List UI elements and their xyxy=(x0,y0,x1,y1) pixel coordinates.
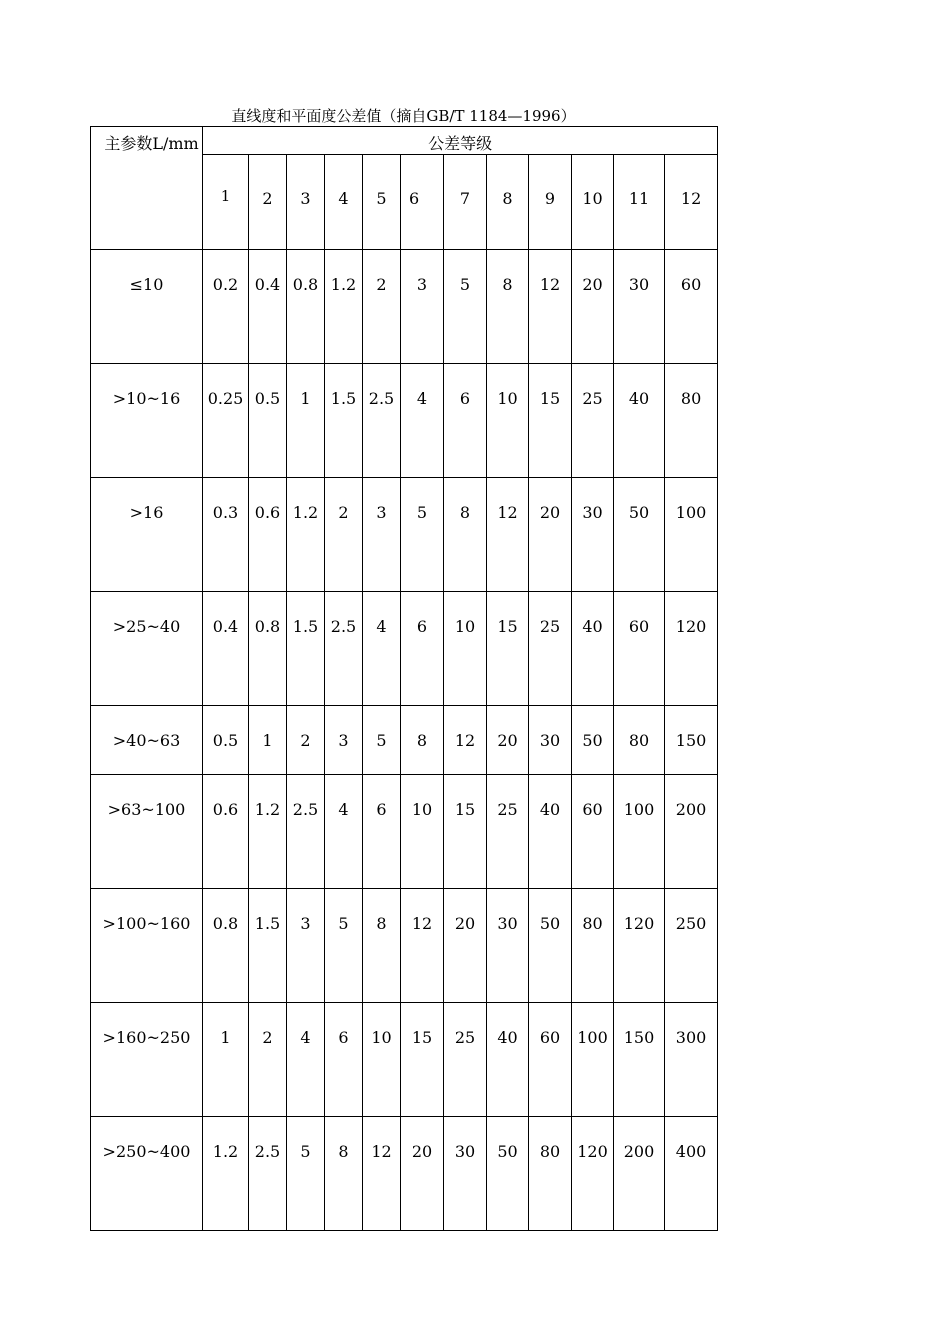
header-row xyxy=(91,127,718,155)
tolerance-value: 80 xyxy=(665,364,718,478)
tolerance-value: 6 xyxy=(444,364,487,478)
tolerance-value: 80 xyxy=(614,706,665,775)
tolerance-value: 15 xyxy=(487,592,529,706)
tolerance-value: 3 xyxy=(325,706,363,775)
tolerance-value: 0.8 xyxy=(287,250,325,364)
tolerance-value: 1 xyxy=(249,706,287,775)
tolerance-table xyxy=(90,126,718,1231)
tolerance-value: 20 xyxy=(487,706,529,775)
tolerance-value: 0.5 xyxy=(249,364,287,478)
tolerance-value: 1.2 xyxy=(203,1117,249,1231)
tolerance-value: 200 xyxy=(665,775,718,889)
tolerance-value: 200 xyxy=(614,1117,665,1231)
tolerance-value: 50 xyxy=(529,889,572,1003)
tolerance-value: 2.5 xyxy=(363,364,401,478)
tolerance-value: 30 xyxy=(529,706,572,775)
tolerance-value: 6 xyxy=(401,592,444,706)
grade-number: 4 xyxy=(325,155,363,250)
tolerance-value: 8 xyxy=(444,478,487,592)
tolerance-value: 60 xyxy=(614,592,665,706)
tolerance-value: 12 xyxy=(487,478,529,592)
tolerance-value: 1.2 xyxy=(249,775,287,889)
tolerance-value: 400 xyxy=(665,1117,718,1231)
tolerance-value: 60 xyxy=(529,1003,572,1117)
tolerance-value: 12 xyxy=(363,1117,401,1231)
table-row xyxy=(91,889,718,1003)
tolerance-value: 0.5 xyxy=(203,706,249,775)
tolerance-value: 6 xyxy=(325,1003,363,1117)
grade-number: 2 xyxy=(249,155,287,250)
table-row xyxy=(91,364,718,478)
row-label: >25~40 xyxy=(91,592,203,706)
tolerance-value: 30 xyxy=(572,478,614,592)
tolerance-value: 8 xyxy=(401,706,444,775)
row-label: >160~250 xyxy=(91,1003,203,1117)
tolerance-value: 100 xyxy=(572,1003,614,1117)
tolerance-value: 25 xyxy=(487,775,529,889)
tolerance-value: 3 xyxy=(363,478,401,592)
tolerance-value: 15 xyxy=(444,775,487,889)
tolerance-value: 300 xyxy=(665,1003,718,1117)
tolerance-value: 2.5 xyxy=(287,775,325,889)
row-label: >40~63 xyxy=(91,706,203,775)
tolerance-value: 5 xyxy=(444,250,487,364)
tolerance-value: 0.25 xyxy=(203,364,249,478)
row-label: >63~100 xyxy=(91,775,203,889)
tolerance-value: 10 xyxy=(401,775,444,889)
tolerance-value: 30 xyxy=(444,1117,487,1231)
tolerance-value: 1 xyxy=(203,1003,249,1117)
tolerance-value: 12 xyxy=(401,889,444,1003)
tolerance-value: 2 xyxy=(249,1003,287,1117)
grade-number: 8 xyxy=(487,155,529,250)
tolerance-value: 40 xyxy=(529,775,572,889)
tolerance-value: 120 xyxy=(614,889,665,1003)
tolerance-value: 4 xyxy=(325,775,363,889)
tolerance-value: 12 xyxy=(444,706,487,775)
table-row xyxy=(91,1003,718,1117)
tolerance-value: 0.6 xyxy=(203,775,249,889)
tolerance-value: 8 xyxy=(363,889,401,1003)
tolerance-value: 50 xyxy=(572,706,614,775)
tolerance-value: 40 xyxy=(572,592,614,706)
param-header: 主参数L/mm xyxy=(91,127,203,250)
table-row xyxy=(91,775,718,889)
grade-number: 7 xyxy=(444,155,487,250)
tolerance-value: 25 xyxy=(572,364,614,478)
tolerance-value: 20 xyxy=(572,250,614,364)
tolerance-value: 20 xyxy=(444,889,487,1003)
tolerance-value: 40 xyxy=(614,364,665,478)
tolerance-value: 2 xyxy=(325,478,363,592)
tolerance-value: 60 xyxy=(665,250,718,364)
grade-number: 9 xyxy=(529,155,572,250)
tolerance-value: 1 xyxy=(287,364,325,478)
tolerance-value: 80 xyxy=(529,1117,572,1231)
tolerance-value: 0.8 xyxy=(249,592,287,706)
tolerance-value: 25 xyxy=(529,592,572,706)
tolerance-value: 3 xyxy=(401,250,444,364)
tolerance-value: 2.5 xyxy=(325,592,363,706)
tolerance-value: 1.5 xyxy=(249,889,287,1003)
tolerance-value: 120 xyxy=(665,592,718,706)
tolerance-value: 8 xyxy=(487,250,529,364)
tolerance-value: 150 xyxy=(614,1003,665,1117)
grade-number: 3 xyxy=(287,155,325,250)
table-row xyxy=(91,592,718,706)
row-label: >250~400 xyxy=(91,1117,203,1231)
table-title: 直线度和平面度公差值（摘自GB/T 1184—1996） xyxy=(231,107,576,125)
tolerance-value: 0.3 xyxy=(203,478,249,592)
grade-number: 1 xyxy=(203,155,249,250)
tolerance-value: 250 xyxy=(665,889,718,1003)
tolerance-value: 25 xyxy=(444,1003,487,1117)
tolerance-value: 1.5 xyxy=(287,592,325,706)
tolerance-value: 0.8 xyxy=(203,889,249,1003)
row-label: >16 xyxy=(91,478,203,592)
tolerance-value: 50 xyxy=(614,478,665,592)
tolerance-value: 50 xyxy=(487,1117,529,1231)
tolerance-value: 1.2 xyxy=(325,250,363,364)
tolerance-value: 100 xyxy=(614,775,665,889)
grade-number: 6 xyxy=(401,155,444,250)
tolerance-value: 5 xyxy=(401,478,444,592)
tolerance-value: 150 xyxy=(665,706,718,775)
row-label: >100~160 xyxy=(91,889,203,1003)
grade-header: 公差等级 xyxy=(203,127,718,155)
row-label: >10~16 xyxy=(91,364,203,478)
tolerance-value: 0.2 xyxy=(203,250,249,364)
grade-number: 10 xyxy=(572,155,614,250)
grade-number: 12 xyxy=(665,155,718,250)
tolerance-value: 2 xyxy=(363,250,401,364)
tolerance-value: 10 xyxy=(363,1003,401,1117)
tolerance-value: 4 xyxy=(363,592,401,706)
tolerance-value: 5 xyxy=(363,706,401,775)
tolerance-value: 20 xyxy=(529,478,572,592)
tolerance-value: 15 xyxy=(401,1003,444,1117)
table-row xyxy=(91,478,718,592)
tolerance-value: 0.4 xyxy=(249,250,287,364)
tolerance-value: 20 xyxy=(401,1117,444,1231)
tolerance-value: 2.5 xyxy=(249,1117,287,1231)
tolerance-value: 10 xyxy=(487,364,529,478)
tolerance-value: 1.2 xyxy=(287,478,325,592)
tolerance-value: 120 xyxy=(572,1117,614,1231)
table-row xyxy=(91,1117,718,1231)
table-row xyxy=(91,706,718,775)
table-row xyxy=(91,250,718,364)
tolerance-value: 8 xyxy=(325,1117,363,1231)
tolerance-value: 100 xyxy=(665,478,718,592)
tolerance-value: 4 xyxy=(287,1003,325,1117)
tolerance-value: 4 xyxy=(401,364,444,478)
row-label: ≤10 xyxy=(91,250,203,364)
tolerance-value: 0.4 xyxy=(203,592,249,706)
tolerance-value: 10 xyxy=(444,592,487,706)
tolerance-value: 2 xyxy=(287,706,325,775)
tolerance-value: 80 xyxy=(572,889,614,1003)
tolerance-value: 15 xyxy=(529,364,572,478)
tolerance-value: 12 xyxy=(529,250,572,364)
grade-number: 11 xyxy=(614,155,665,250)
tolerance-value: 5 xyxy=(287,1117,325,1231)
tolerance-value: 30 xyxy=(614,250,665,364)
tolerance-value: 5 xyxy=(325,889,363,1003)
tolerance-value: 30 xyxy=(487,889,529,1003)
tolerance-value: 1.5 xyxy=(325,364,363,478)
tolerance-value: 0.6 xyxy=(249,478,287,592)
tolerance-value: 60 xyxy=(572,775,614,889)
grade-number: 5 xyxy=(363,155,401,250)
tolerance-value: 3 xyxy=(287,889,325,1003)
tolerance-value: 40 xyxy=(487,1003,529,1117)
tolerance-value: 6 xyxy=(363,775,401,889)
table-body xyxy=(91,127,718,1231)
